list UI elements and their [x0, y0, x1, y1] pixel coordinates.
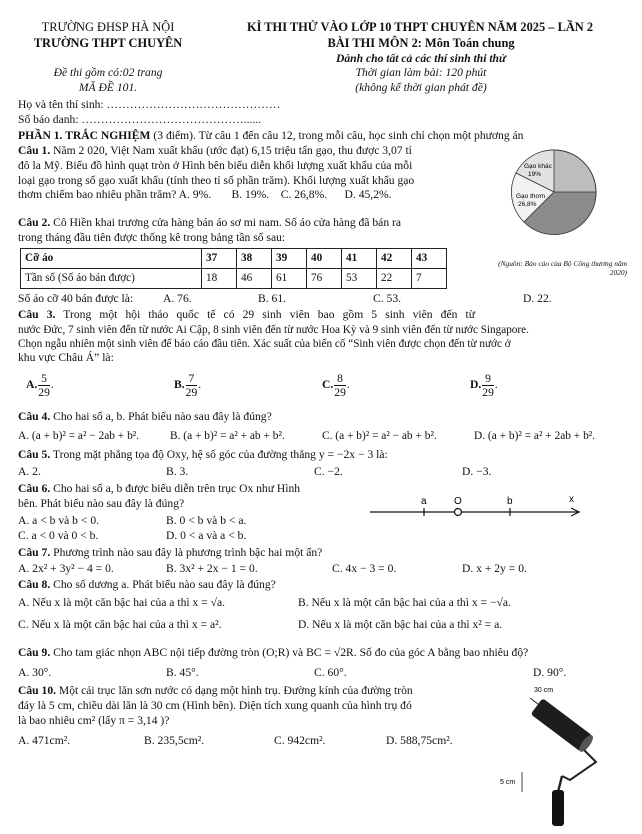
q7-text: Phương trình nào sau đây là phương trình bậc hai một ẩn? — [50, 546, 323, 559]
q10-option-c[interactable]: C. 942cm². — [274, 734, 326, 747]
roller-length-label: 30 cm — [534, 687, 554, 694]
table-head-frequency: Tần số (Số áo bán được) — [21, 269, 202, 289]
q1-option-a[interactable]: A. 9%. — [178, 188, 212, 202]
q1-option-c[interactable]: C. 26,8%. — [280, 188, 328, 202]
q4-text: Cho hai số a, b. Phát biểu nào sau đây là đúng? — [50, 410, 272, 423]
q6-label: Câu 6. — [18, 482, 51, 495]
q1-option-b[interactable]: B. 19%. — [231, 188, 270, 202]
origin-point — [455, 509, 462, 516]
q10-option-b[interactable]: B. 235,5cm². — [144, 734, 205, 747]
q10-line: là bao nhiêu cm² (lấy π = 3,14 )? — [18, 713, 170, 727]
q4-option-b[interactable]: B. (a + b)² = a² + ab + b². — [170, 430, 285, 442]
q2-option-b[interactable]: B. 61. — [258, 292, 287, 305]
exam-title: KÌ THI THỬ VÀO LỚP 10 THPT CHUYÊN NĂM 2025 – LẦN 2 — [246, 20, 594, 34]
table-row — [21, 249, 447, 269]
roller-diameter-label: 5 cm — [500, 779, 516, 786]
q4-options — [18, 429, 638, 445]
q8-option-c[interactable]: C. Nếu x là một căn bậc hai của a thì x = a². — [18, 618, 222, 631]
q2-option-d[interactable]: D. 22. — [523, 292, 552, 305]
q7-option-d[interactable]: D. x + 2y = 0. — [462, 562, 527, 575]
q6-line: bên. Phát biểu nào sau đây là đúng? — [18, 496, 185, 510]
fraction-numerator: 7 — [186, 372, 198, 386]
table-cell: 40 — [307, 249, 342, 269]
q10-line: Một cái trục lăn sơn nước có dạng một hình trụ. Đường kính của đường tròn — [56, 684, 413, 697]
roller-frame — [562, 750, 596, 780]
q3-line: nước Đức, 7 sinh viên đến từ nước Ai Cập, 8 sinh viên đến từ nước Hoa Kỳ và 9 sinh viên đến từ nước Singapore. — [18, 323, 529, 336]
q8-option-d[interactable]: D. Nếu x là một căn bậc hai của a thì x² = a. — [298, 618, 503, 631]
fraction-numerator: 5 — [38, 372, 50, 386]
candidate-name-line: Họ và tên thí sinh: ……………………………………… — [18, 98, 281, 111]
table-head-size: Cỡ áo — [21, 249, 202, 269]
q7-option-a[interactable]: A. 2x² + 3y² − 4 = 0. — [18, 562, 114, 575]
fraction-numerator: 9 — [482, 372, 494, 386]
q5-option-b[interactable]: B. 3. — [166, 465, 189, 478]
q10-line: đáy là 5 cm, chiều dài lăn là 30 cm (Hình bên). Diện tích xung quanh của hình trụ đó — [18, 698, 412, 712]
q2-option-c[interactable]: C. 53. — [373, 292, 402, 305]
q4-label: Câu 4. — [18, 410, 51, 423]
q1-line: Năm 2 020, Việt Nam xuất khẩu (ước đạt) 6,15 triệu tấn gạo, thu được 3,07 tỉ — [50, 144, 412, 157]
q10-option-a[interactable]: A. 471cm². — [18, 734, 71, 747]
q8-options — [18, 596, 638, 638]
table-cell: 42 — [377, 249, 412, 269]
question-8 — [18, 578, 628, 593]
q3-line: khu vực Châu Á” là: — [18, 351, 114, 365]
question-5 — [18, 448, 628, 463]
question-4 — [18, 410, 628, 425]
table-cell: 38 — [237, 249, 272, 269]
shirt-frequency-table — [20, 248, 447, 289]
question-10 — [18, 684, 488, 728]
q6-option-d[interactable]: D. 0 < a và a < b. — [166, 529, 247, 542]
number-line-figure — [366, 492, 586, 520]
roller-shaft — [558, 776, 562, 792]
q7-options — [18, 562, 638, 578]
q1-line: thơm chiếm bao nhiêu phần trăm? — [18, 188, 179, 202]
q3-option-letter: C. — [322, 378, 334, 392]
question-9 — [18, 646, 628, 661]
table-cell: 76 — [307, 269, 342, 289]
table-cell: 43 — [412, 249, 447, 269]
exam-subject: BÀI THI MÔN 2: Môn Toán chung — [327, 36, 515, 50]
q10-label: Câu 10. — [18, 684, 57, 697]
exam-audience: Dành cho tất cả các thí sinh thi thử — [336, 52, 506, 65]
q9-text: Cho tam giác nhọn ABC nội tiếp đường tròn (O;R) và BC = √2R. Số đo của góc A bằng bao nhiêu độ? — [50, 646, 529, 659]
q5-text: Trong mặt phẳng tọa độ Oxy, hệ số góc của đường thẳng y = −2x − 3 là: — [50, 448, 388, 461]
fraction-denominator: 29 — [334, 386, 346, 399]
q9-option-d[interactable]: D. 90°. — [533, 666, 567, 679]
q5-label: Câu 5. — [18, 448, 51, 461]
exam-pages: Đề thi gồm có:02 trang — [53, 66, 163, 79]
axis-label-x: x — [569, 494, 574, 505]
q3-option-fraction — [38, 372, 50, 399]
q6-option-c[interactable]: C. a < 0 và 0 < b. — [18, 529, 99, 542]
pie-label-fragrant: Gạo thơm — [516, 193, 546, 200]
q3-option-fraction — [186, 372, 198, 399]
table-cell: 46 — [237, 269, 272, 289]
q6-line: Cho hai số a, b được biểu diễn trên trục Ox như Hình — [50, 482, 301, 495]
q3-option-letter: B. — [174, 378, 185, 392]
q3-option-letter: A. — [26, 378, 38, 392]
q2-line: Cô Hiền khai trương cửa hàng bán áo sơ mi nam. Số áo cửa hàng đã bán ra — [50, 216, 402, 229]
q4-option-a[interactable]: A. (a + b)² = a² − 2ab + b². — [18, 430, 140, 442]
q10-option-d[interactable]: D. 588,75cm². — [386, 734, 453, 747]
q3-options — [26, 372, 626, 408]
q2-question: Số áo cỡ 40 bán được là: — [18, 292, 134, 305]
section1-heading — [18, 129, 628, 144]
q10-options — [18, 734, 488, 750]
q3-option-d[interactable]: D. $\frac{9}{29}$ . — [470, 372, 498, 399]
q6-option-b[interactable]: B. 0 < b và b < a. — [166, 514, 247, 527]
table-cell: 41 — [342, 249, 377, 269]
axis-label-b: b — [507, 496, 513, 507]
q6-options — [18, 514, 378, 546]
q5-options — [18, 465, 618, 481]
exam-time-note: (không kể thời gian phát đề) — [355, 81, 487, 94]
q2-answer-row — [18, 292, 628, 308]
q4-option-c[interactable]: C. (a + b)² = a² − ab + b². — [322, 430, 437, 442]
axis-label-o: O — [454, 496, 462, 507]
section1-desc: (3 điểm). Từ câu 1 đến câu 12, trong mỗi câu, học sinh chỉ chọn một phương án — [150, 129, 524, 142]
exam-time: Thời gian làm bài: 120 phút — [355, 66, 487, 79]
q8-text: Cho số dương a. Phát biểu nào sau đây là đúng? — [50, 578, 276, 591]
q3-line: Chọn ngẫu nhiên một sinh viên để báo cáo đầu tiên. Xác suất của biến cố “Sinh viên được chọn đến từ nước ở — [18, 338, 511, 351]
table-cell: 22 — [377, 269, 412, 289]
pie-label-other: Gạo khác — [524, 163, 552, 170]
q3-label: Câu 3. — [18, 308, 56, 321]
q9-label: Câu 9. — [18, 646, 51, 659]
fraction-denominator: 29 — [185, 386, 198, 399]
table-cell: 18 — [202, 269, 237, 289]
q8-option-b[interactable]: B. Nếu x là một căn bậc hai của a thì x = −√a. — [298, 596, 511, 609]
q3-option-fraction — [482, 372, 494, 399]
q7-option-b[interactable]: B. 3x² + 2x − 1 = 0. — [166, 562, 258, 575]
q5-option-d[interactable]: D. −3. — [462, 465, 492, 478]
q1-line: loại gạo trong số gạo xuất khẩu (tính theo tỉ số phần trăm). Khối lượng xuất khẩu gạo — [18, 173, 415, 187]
question-1 — [18, 144, 476, 203]
pie-value-other: 19% — [528, 171, 542, 178]
paint-roller-figure — [500, 680, 630, 830]
roller-handle — [552, 790, 564, 826]
school-line2: TRƯỜNG THPT CHUYÊN — [33, 35, 183, 50]
q9-option-b[interactable]: B. 45°. — [166, 666, 199, 679]
q3-option-c[interactable]: C. $\frac{8}{29}$ . — [322, 372, 350, 399]
school-line1: TRƯỜNG ĐHSP HÀ NỘI — [41, 20, 175, 34]
q7-label: Câu 7. — [18, 546, 51, 559]
exam-code: MÃ ĐỀ 101. — [78, 81, 138, 94]
q7-option-c[interactable]: C. 4x − 3 = 0. — [332, 562, 397, 575]
q5-option-a[interactable]: A. 2. — [18, 465, 41, 478]
table-cell: 7 — [412, 269, 447, 289]
q2-label: Câu 2. — [18, 216, 51, 229]
question-7 — [18, 546, 628, 561]
q3-option-b[interactable]: B. $\frac{7}{29}$ . — [174, 372, 202, 399]
table-row — [21, 269, 447, 289]
table-cell: 61 — [272, 269, 307, 289]
fraction-denominator: 29 — [482, 386, 494, 399]
table-cell: 53 — [342, 269, 377, 289]
q1-option-d[interactable]: D. 45,2%. — [344, 188, 392, 202]
pie-source: (Nguồn: Báo cáo của Bộ Công thương năm 2020) — [498, 259, 627, 277]
q8-option-a[interactable]: A. Nếu x là một căn bậc hai của a thì x = √a. — [18, 596, 226, 609]
roller-cylinder — [531, 698, 596, 754]
candidate-id-line: Số báo danh: ……………………………………...... — [18, 113, 262, 126]
q9-option-a[interactable]: A. 30°. — [18, 666, 52, 679]
q2-line: trong tháng đầu tiên được thống kê trong bảng tần số sau: — [18, 230, 286, 244]
q3-option-a[interactable]: A. $\frac{5}{29}$ . — [26, 372, 54, 399]
question-3 — [18, 308, 630, 366]
q9-option-c[interactable]: C. 60°. — [314, 666, 347, 679]
question-2 — [18, 216, 488, 246]
q5-option-c[interactable]: C. −2. — [314, 465, 343, 478]
table-cell: 37 — [202, 249, 237, 269]
q2-option-a[interactable]: A. 76. — [163, 292, 192, 305]
q4-option-d[interactable]: D. (a + b)² = a² + 2ab + b². — [474, 430, 596, 442]
q8-label: Câu 8. — [18, 578, 51, 591]
q3-option-letter: D. — [470, 378, 482, 392]
axis-label-a: a — [421, 496, 427, 507]
q3-option-fraction — [334, 372, 346, 399]
q6-option-a[interactable]: A. a < b và b < 0. — [18, 514, 100, 527]
fraction-numerator: 8 — [334, 372, 346, 386]
rice-export-pie-chart — [484, 148, 634, 258]
table-cell: 39 — [272, 249, 307, 269]
fraction-denominator: 29 — [38, 386, 50, 399]
school-name — [18, 20, 198, 52]
section1-title: PHẦN 1. TRẮC NGHIỆM — [18, 129, 151, 142]
q3-line: Trong một hội thảo quốc tế có 29 sinh viên bao gồm 5 sinh viên đến từ — [55, 308, 476, 321]
q1-label: Câu 1. — [18, 144, 51, 157]
pie-value-fragrant: 26,8% — [518, 201, 537, 208]
question-6 — [18, 482, 378, 512]
q1-line: đô la Mỹ. Biểu đồ hình quạt tròn ở Hình bên biểu diễn khối lượng xuất khẩu của mỗi — [18, 158, 413, 172]
